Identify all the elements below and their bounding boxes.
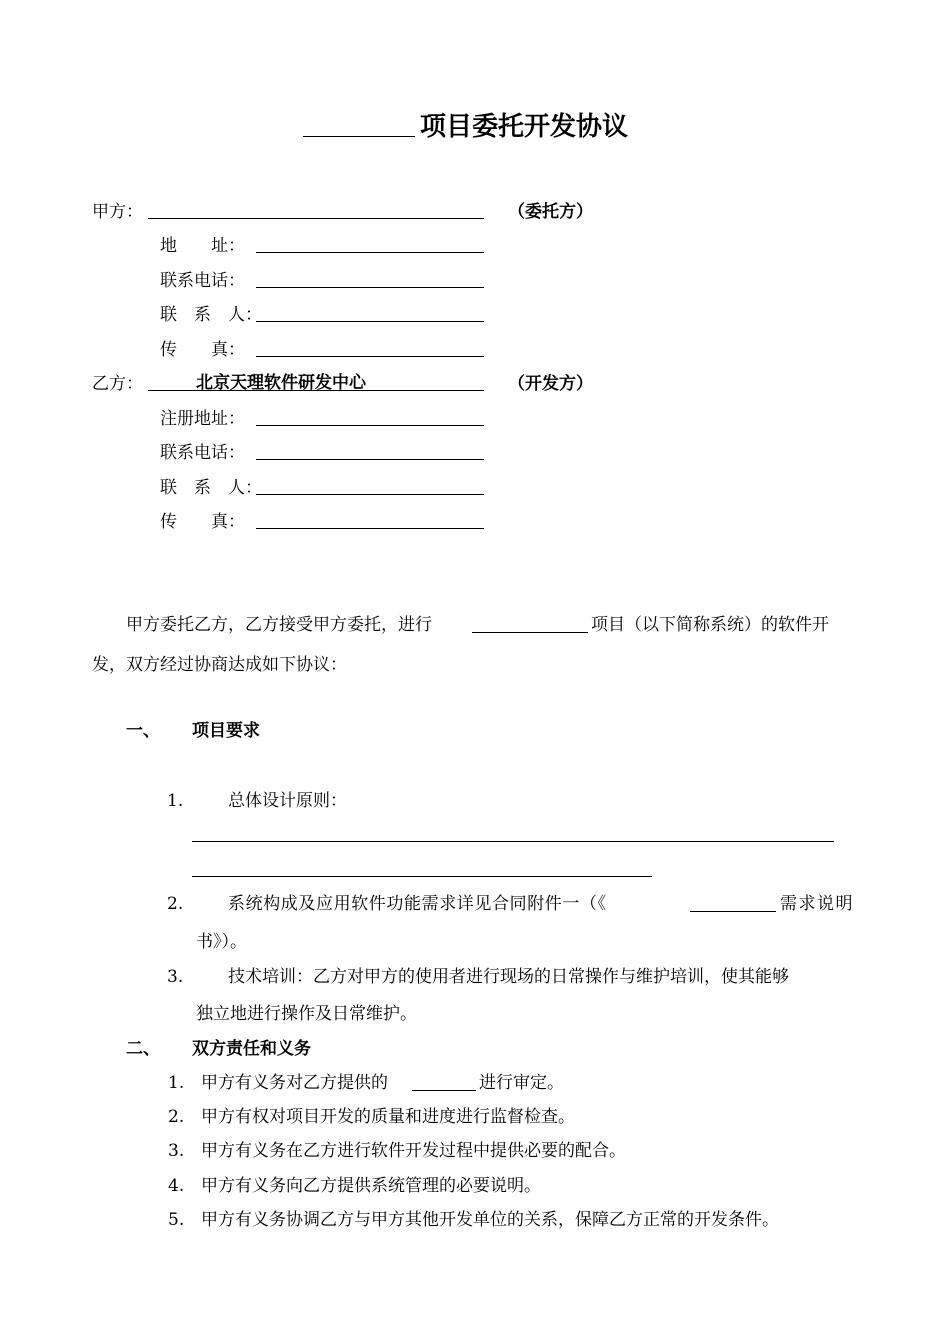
party-b-name: 北京天理软件研发中心 (196, 373, 366, 393)
page-title: 项目委托开发协议 (420, 112, 629, 142)
s2-item-1-number: 1. (168, 1073, 185, 1093)
party-b-phone-label: 联系电话： (160, 443, 245, 463)
s2-item-3-number: 3. (168, 1141, 185, 1161)
party-a-contact-label: 联 系 人： (160, 305, 262, 325)
s2-item-2-text: 甲方有权对项目开发的质量和进度进行监督检查。 (201, 1107, 575, 1127)
intro-project-blank[interactable] (472, 632, 588, 633)
s1-item-2-number: 2. (167, 894, 184, 914)
s1-item-1-number: 1. (167, 791, 184, 811)
s1-item-2-text-a: 系统构成及应用软件功能需求详见合同附件一（《 (228, 894, 607, 914)
party-b-label: 乙方： (92, 374, 143, 394)
section-1-heading: 项目要求 (192, 721, 260, 741)
party-b-fax-label: 传 真： (160, 512, 245, 532)
party-a-fax-label: 传 真： (160, 340, 245, 360)
s1-item-3-text-a: 技术培训：乙方对甲方的使用者进行现场的日常操作与维护培训，使其能够 (228, 967, 789, 987)
party-a-fax-field[interactable] (256, 356, 484, 357)
party-a-phone-field[interactable] (256, 287, 484, 288)
party-b-role: （开发方） (508, 374, 593, 394)
s1-item-2-text-b: 需求说明 (780, 894, 854, 914)
intro-line-2: 发，双方经过协商达成如下协议： (92, 655, 347, 675)
party-b-address-label: 注册地址： (160, 409, 245, 429)
design-principles-line-1[interactable] (192, 841, 834, 842)
s2-item-4-number: 4. (168, 1176, 185, 1196)
party-a-contact-field[interactable] (256, 321, 484, 322)
party-b-address-field[interactable] (256, 425, 484, 426)
party-b-contact-field[interactable] (256, 494, 484, 495)
s2-item-1-text-b: 进行审定。 (479, 1073, 564, 1093)
s1-item-3-text-b: 独立地进行操作及日常维护。 (196, 1004, 417, 1024)
s1-item-2-text-c: 书》）。 (196, 932, 247, 952)
intro-line-1a: 甲方委托乙方，乙方接受甲方委托，进行 (126, 615, 432, 635)
party-b-contact-label: 联 系 人： (160, 478, 262, 498)
party-b-phone-field[interactable] (256, 459, 484, 460)
s2-item-2-number: 2. (168, 1107, 185, 1127)
section-2-number: 二、 (126, 1039, 160, 1059)
party-a-role: （委托方） (508, 202, 593, 222)
s1-item-3-number: 3. (167, 967, 184, 987)
s1-item-1-text: 总体设计原则： (228, 791, 347, 811)
review-item-blank[interactable] (412, 1090, 476, 1091)
party-a-address-label: 地 址： (160, 236, 245, 256)
section-2-heading: 双方责任和义务 (192, 1039, 311, 1059)
s2-item-3-text: 甲方有义务在乙方进行软件开发过程中提供必要的配合。 (201, 1141, 626, 1161)
s2-item-4-text: 甲方有义务向乙方提供系统管理的必要说明。 (201, 1176, 541, 1196)
party-a-label: 甲方： (92, 202, 143, 222)
s2-item-5-number: 5. (168, 1210, 185, 1230)
design-principles-line-2[interactable] (192, 876, 652, 877)
title-blank[interactable] (303, 136, 415, 137)
party-a-name-field[interactable] (148, 218, 484, 219)
party-a-phone-label: 联系电话： (160, 271, 245, 291)
party-b-fax-field[interactable] (256, 528, 484, 529)
party-a-address-field[interactable] (256, 252, 484, 253)
intro-line-1b: 项目（以下简称系统）的软件开 (591, 615, 829, 635)
s2-item-5-text: 甲方有义务协调乙方与甲方其他开发单位的关系，保障乙方正常的开发条件。 (201, 1210, 779, 1230)
section-1-number: 一、 (126, 721, 160, 741)
s2-item-1-text-a: 甲方有义务对乙方提供的 (201, 1073, 388, 1093)
spec-name-blank[interactable] (690, 911, 776, 912)
